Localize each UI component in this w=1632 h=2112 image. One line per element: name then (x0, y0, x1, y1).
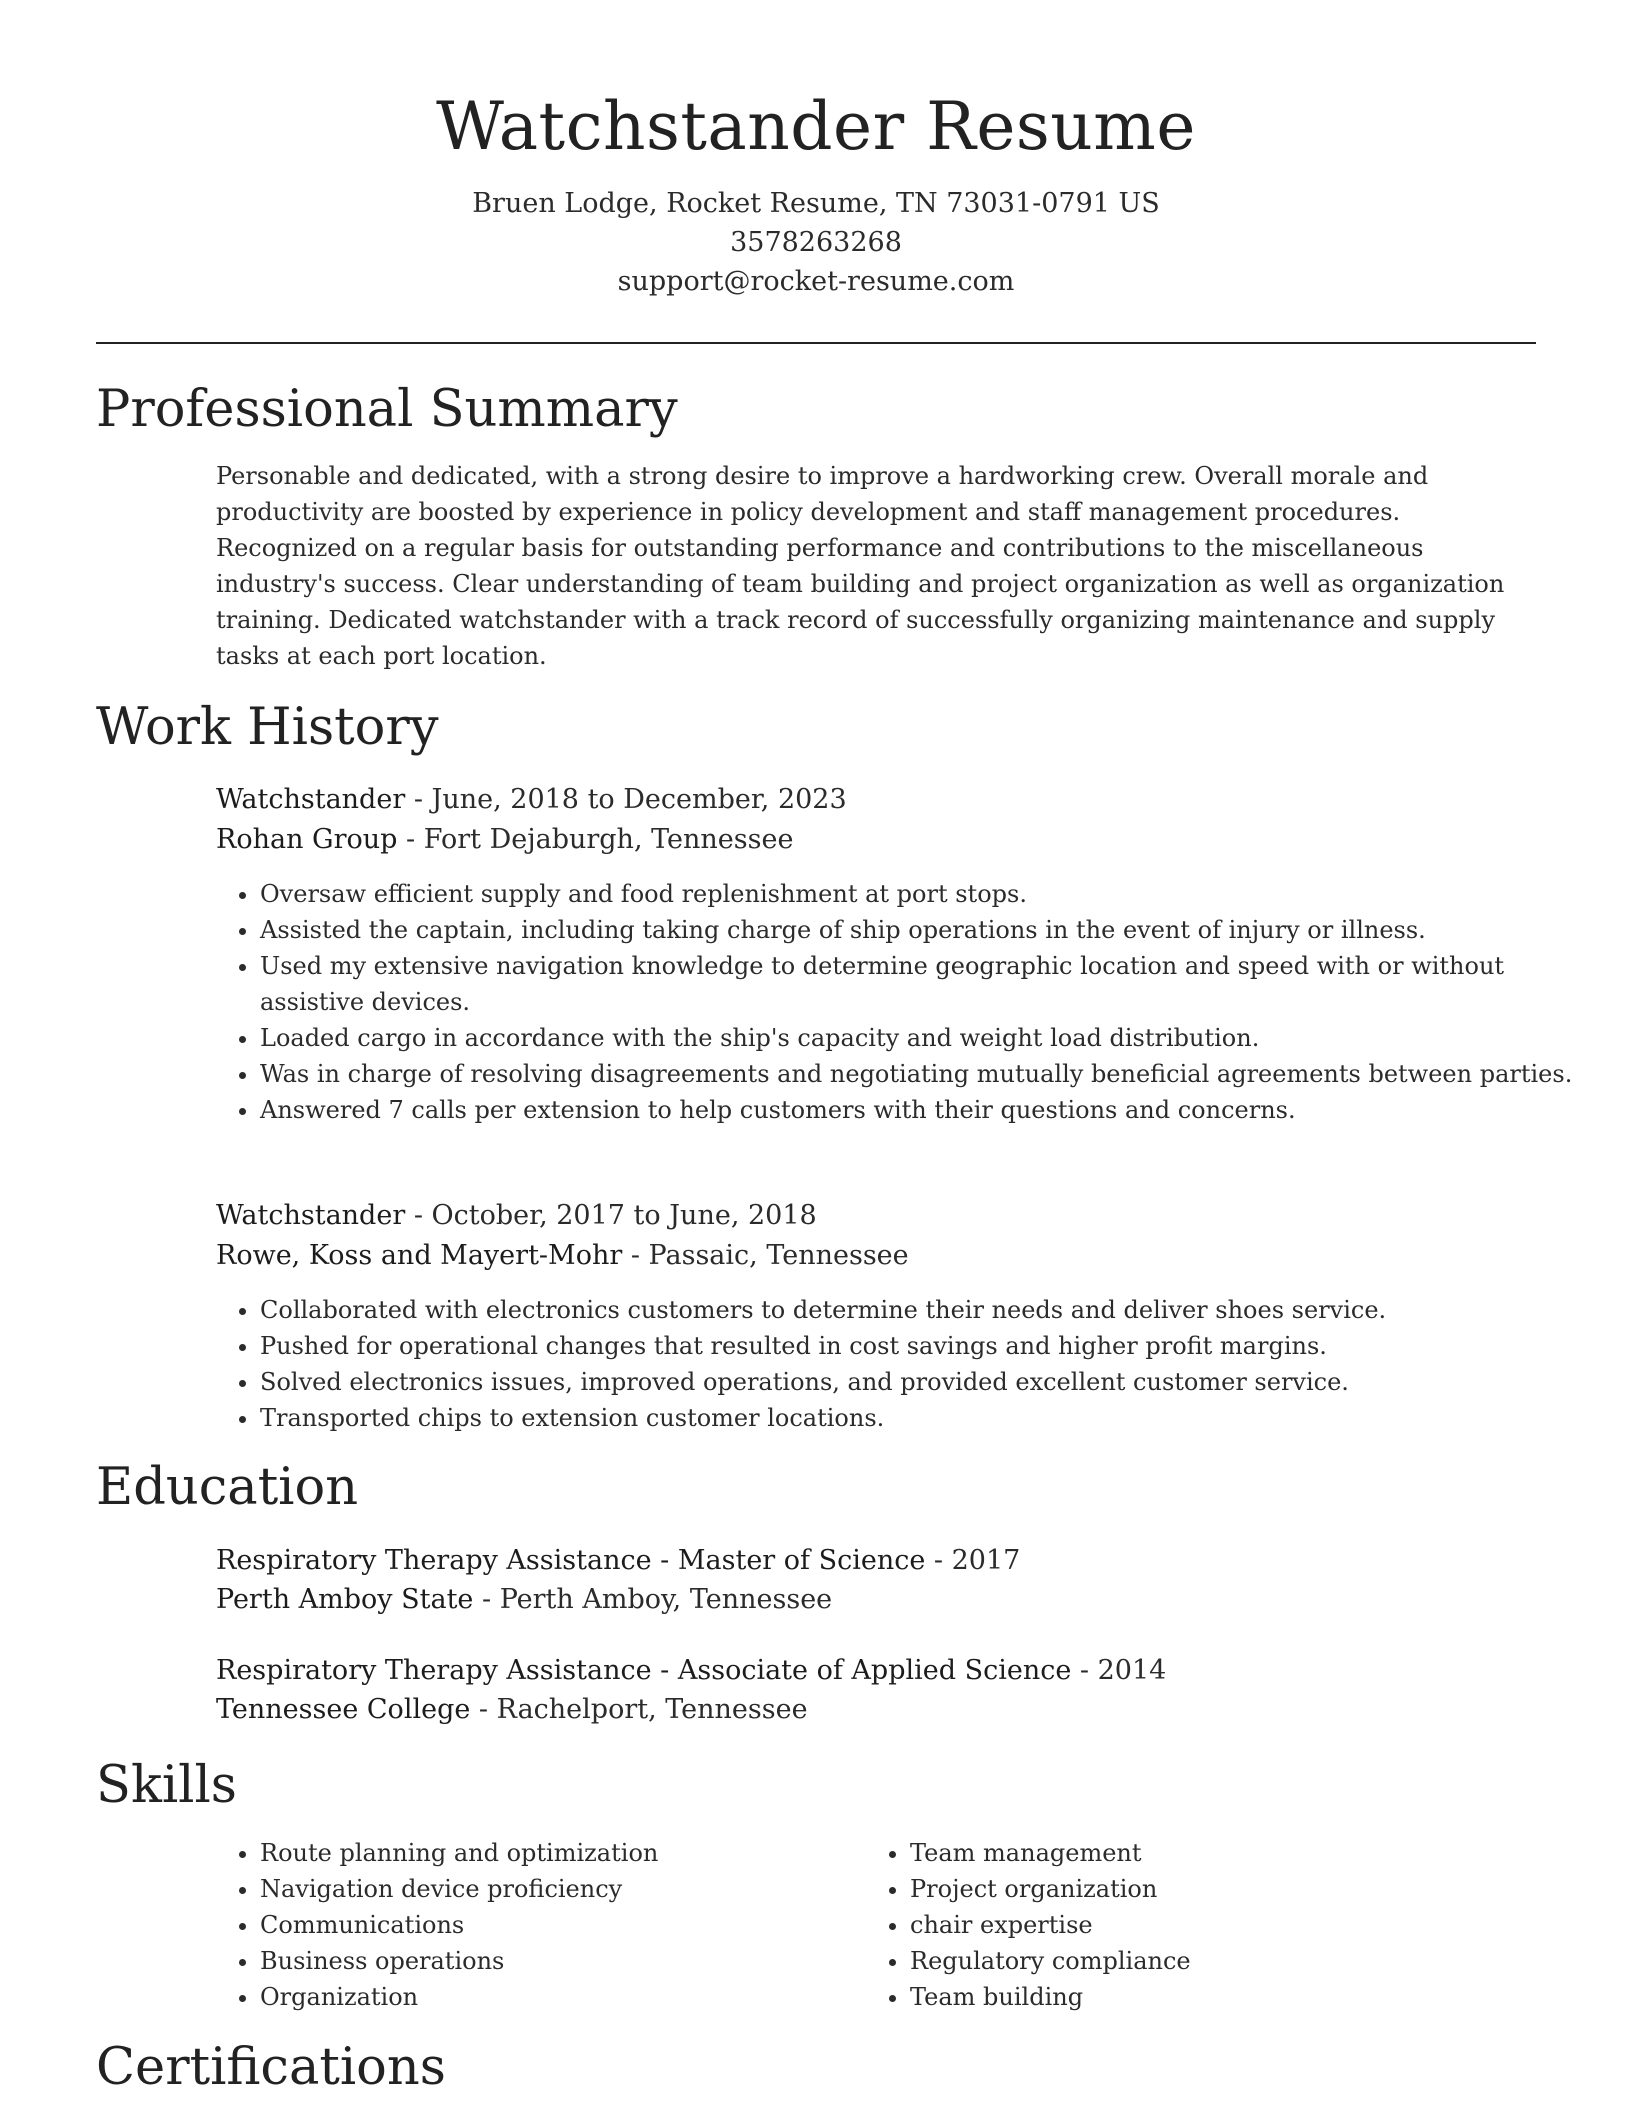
education-degree-line (216, 1651, 1166, 1691)
education-field: Respiratory Therapy Assistance (216, 1655, 652, 1686)
job-dates: - October, 2017 to June, 2018 (405, 1200, 817, 1231)
job-title-line (216, 780, 847, 820)
summary-text: Personable and dedicated, with a strong desire to improve a hardworking crew. Overall morale and productivity are boosted by experience in policy development and staff management procedures. Recognized on a regular basis for outstanding performance and contributions to the miscellaneous industry's success. Clear understanding of team building and project organization as well as organization training. Dedicated watchstander with a track record of successfully organizing maintenance and supply tasks at each port location. (216, 462, 1505, 670)
list-item: • Collaborated with electronics customers to determine their needs and deliver shoes service. (260, 1292, 1580, 1328)
skill-item: • Project organization (910, 1871, 1470, 1907)
job-company-line (216, 1236, 909, 1276)
skill-item: • Navigation device proficiency (260, 1871, 820, 1907)
contact-block (0, 184, 1632, 301)
job-duties-list (216, 876, 1580, 1128)
address: Bruen Lodge, Rocket Resume, TN 73031-0791 US (472, 188, 1160, 219)
summary-heading: Professional Summary (96, 380, 678, 439)
job-title: Watchstander (216, 784, 406, 815)
job-company: Rowe, Koss and Mayert-Mohr (216, 1240, 623, 1271)
email: support@rocket-resume.com (617, 266, 1015, 297)
skill-item: • chair expertise (910, 1907, 1470, 1943)
skill-item: • Team building (910, 1979, 1470, 2015)
skill-item: • Route planning and optimization (260, 1835, 820, 1871)
skills-heading: Skills (96, 1756, 237, 1815)
job-title: Watchstander (216, 1200, 406, 1231)
skill-item: • Communications (260, 1907, 820, 1943)
skill-item: • Regulatory compliance (910, 1943, 1470, 1979)
education-degree: - Associate of Applied Science (651, 1655, 1072, 1686)
job-location: - Fort Dejaburgh, Tennessee (397, 824, 794, 855)
skills-list-left (216, 1835, 820, 2015)
education-degree: - Master of Science (651, 1545, 926, 1576)
certifications-heading: Certifications (96, 2038, 446, 2097)
list-item: • Answered 7 calls per extension to help customers with their questions and concerns. (260, 1092, 1580, 1128)
header-divider (96, 342, 1536, 344)
job-duties-list (216, 1292, 1580, 1436)
education-location: - Perth Amboy, Tennessee (473, 1584, 833, 1615)
job-title-line (216, 1196, 817, 1236)
list-item: • Loaded cargo in accordance with the ship's capacity and weight load distribution. (260, 1020, 1580, 1056)
list-item: • Pushed for operational changes that resulted in cost savings and higher profit margins. (260, 1328, 1580, 1364)
education-school: Tennessee College (216, 1694, 471, 1725)
education-school: Perth Amboy State (216, 1584, 474, 1615)
education-degree-line (216, 1541, 1020, 1581)
education-location: - Rachelport, Tennessee (470, 1694, 808, 1725)
list-item: • Used my extensive navigation knowledge to determine geographic location and speed with or without assistive devices. (260, 948, 1580, 1020)
resume-header (0, 82, 1632, 301)
list-item: • Assisted the captain, including taking charge of ship operations in the event of injury or illness. (260, 912, 1580, 948)
list-item: • Solved electronics issues, improved operations, and provided excellent customer service. (260, 1364, 1580, 1400)
work-history-heading: Work History (96, 698, 439, 757)
education-year: - 2017 (925, 1545, 1021, 1576)
job-company: Rohan Group (216, 824, 398, 855)
skill-item: • Organization (260, 1979, 820, 2015)
education-field: Respiratory Therapy Assistance (216, 1545, 652, 1576)
list-item: • Transported chips to extension customer locations. (260, 1400, 1580, 1436)
skill-item: • Business operations (260, 1943, 820, 1979)
skill-item: • Team management (910, 1835, 1470, 1871)
job-location: - Passaic, Tennessee (622, 1240, 909, 1271)
list-item: • Oversaw efficient supply and food replenishment at port stops. (260, 876, 1580, 912)
education-school-line (216, 1690, 808, 1730)
skills-list-right (866, 1835, 1470, 2015)
phone: 3578263268 (730, 227, 902, 258)
job-dates: - June, 2018 to December, 2023 (405, 784, 847, 815)
list-item: • Was in charge of resolving disagreements and negotiating mutually beneficial agreements between parties. (260, 1056, 1580, 1092)
job-company-line (216, 820, 793, 860)
education-year: - 2014 (1071, 1655, 1167, 1686)
education-heading: Education (96, 1458, 359, 1517)
education-school-line (216, 1580, 832, 1620)
resume-title: Watchstander Resume (436, 88, 1196, 165)
